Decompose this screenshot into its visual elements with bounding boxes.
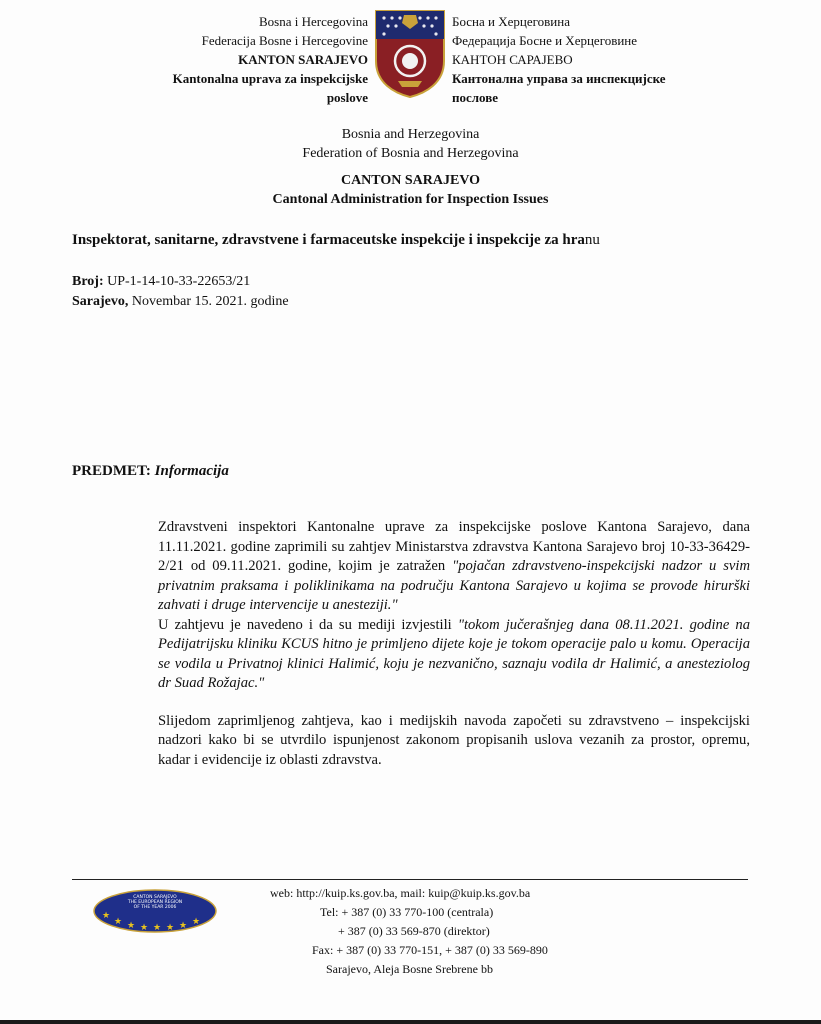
reference-block — [72, 272, 289, 312]
footer-divider — [72, 879, 748, 880]
header-administration-cyr: Кантонална управа за инспекцијске — [452, 71, 666, 86]
inspectorate-title-bold: Inspektorat, sanitarne, zdravstvene i farmaceutske inspekcije i inspekcije za hra — [72, 232, 585, 248]
header-country-en: Bosnia and Herzegovina — [341, 127, 480, 142]
reference-number-value: UP-1-14-10-33-22653/21 — [103, 274, 251, 289]
svg-text:★: ★ — [192, 917, 201, 927]
svg-text:★: ★ — [166, 923, 175, 933]
body-p1-media: U zahtjevu je navedeno i da su mediji izvjestili — [158, 616, 458, 633]
header-canton-en: CANTON SARAJEVO — [340, 173, 481, 188]
svg-text:★: ★ — [127, 921, 136, 931]
header-latin — [120, 12, 368, 107]
header-cyrillic — [452, 12, 752, 107]
header-federation-cyr: Федерација Босне и Херцеговине — [452, 33, 638, 48]
svg-text:★: ★ — [140, 923, 149, 933]
svg-text:★: ★ — [114, 917, 123, 927]
footer-address: Sarajevo, Aleja Bosne Srebrene bb — [326, 962, 493, 976]
reference-number-label: Broj: — [72, 274, 104, 289]
reference-number — [72, 272, 289, 292]
reference-date — [72, 292, 289, 312]
svg-text:★: ★ — [153, 923, 162, 933]
footer-fax: Fax: + 387 (0) 33 770-151, + 387 (0) 33 569-890 — [312, 943, 548, 957]
letter-body — [158, 518, 750, 770]
body-paragraph-1 — [158, 518, 750, 694]
inspectorate-title-tail: nu — [584, 232, 600, 248]
footer-contacts — [260, 884, 660, 979]
subject-label: PREDMET: — [72, 463, 151, 479]
header-administration: Kantonalna uprava za inspekcijske — [172, 71, 368, 86]
header-administration-cont: poslove — [326, 90, 368, 105]
header-administration-cyr-cont: послове — [452, 90, 499, 105]
reference-date-value: Novembar 15. 2021. godine — [128, 294, 289, 309]
body-p1-intro: Zdravstveni inspektori Kantonalne uprave za inspekcijske poslove Kantona Sarajevo, dana 11.11.2021. godine zaprimili su zahtjev Ministarstva zdravstva Kantona Sarajevo broj 10-33-36429-2/21 od 09.11.2021. godine, kojim je zatražen — [158, 519, 750, 574]
body-p1-quote-media: "tokom jučerašnjeg dana 08.11.2021. godine na Pedijatrijsku kliniku KCUS hitno je primljeno dijete koje je tokom operacije palo u komu. Operacija se vodila u Privatnoj klinici Halimić, koju je nezvanično, saznaju vodila dr Halimić, a anesteziolog dr Suad Rožajac." — [158, 616, 750, 691]
reference-place: Sarajevo, — [72, 294, 129, 309]
header-country: Bosna i Hercegovina — [258, 14, 368, 29]
emblem-line-1: CANTON SARAJEVO — [133, 895, 177, 900]
subject-value: Informacija — [154, 463, 229, 479]
inspectorate-title — [72, 232, 600, 249]
footer-tel-director: + 387 (0) 33 569-870 (direktor) — [338, 924, 490, 938]
header-canton: KANTON SARAJEVO — [238, 52, 368, 67]
footer-web-mail: web: http://kuip.ks.gov.ba, mail: kuip@kuip.ks.gov.ba — [270, 886, 531, 900]
page-bottom-edge — [0, 1020, 821, 1024]
header-federation-en: Federation of Bosnia and Herzegovina — [302, 146, 519, 161]
svg-text:★: ★ — [102, 911, 111, 921]
subject-line — [72, 463, 229, 480]
header-administration-en: Cantonal Administration for Inspection Issues — [272, 192, 549, 207]
footer-tel-central: Tel: + 387 (0) 33 770-100 (centrala) — [320, 905, 494, 919]
body-paragraph-2: Slijedom zaprimljenog zahtjeva, kao i medijskih navoda započeti su zdravstveno – inspekcijski nadzori kako bi se utvrdilo ispunjenost zakonom propisanih uslova vezanih za prostor, opremu, kadar i evidencije iz oblasti zdravstva. — [158, 712, 750, 768]
header-federation: Federacija Bosne i Hercegovine — [201, 33, 368, 48]
body-p1-quote-request: "pojačan zdravstveno-inspekcijski nadzor u svim privatnim praksama i poliklinikama na području Kantona Sarajevo u kojima se provode hirurški zahvati i druge intervencije u anesteziji." — [158, 558, 750, 613]
header-canton-cyr: КАНТОН САРАЈЕВО — [452, 52, 573, 67]
european-region-emblem-icon — [92, 888, 218, 934]
svg-text:★: ★ — [179, 921, 188, 931]
header-english — [0, 125, 821, 209]
coat-of-arms-icon — [374, 9, 446, 99]
header-country-cyr: Босна и Херцеговина — [452, 14, 570, 29]
emblem-line-2: THE EUROPEAN REGION — [127, 900, 183, 905]
emblem-line-3: OF THE YEAR 2006 — [133, 905, 177, 910]
